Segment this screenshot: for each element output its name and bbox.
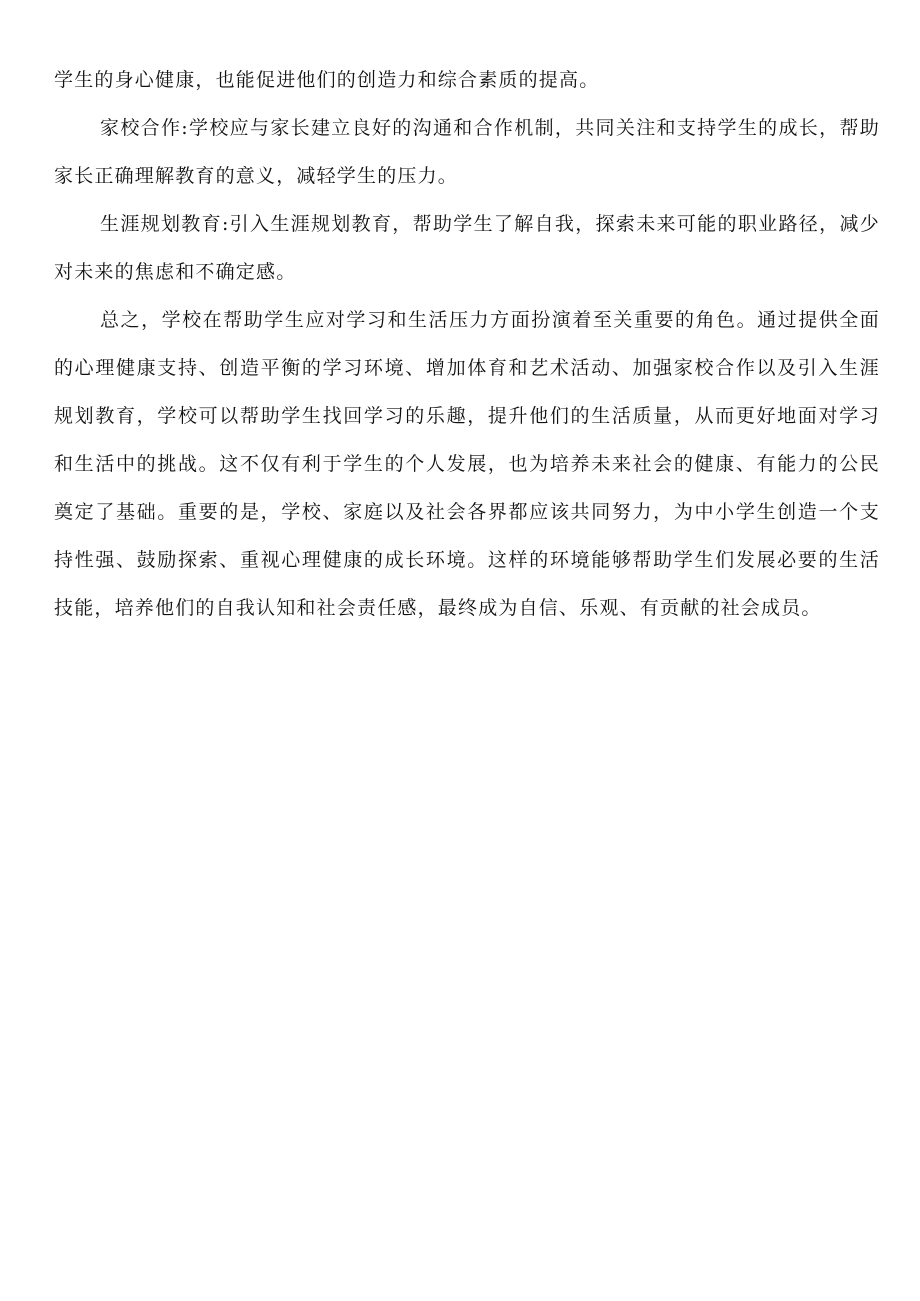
paragraph-career-planning: 生涯规划教育:引入生涯规划教育，帮助学生了解自我，探索未来可能的职业路径，减少对未来的焦虑和不确定感。 (54, 213, 880, 283)
paragraph-home-school-cooperation: 家校合作:学校应与家长建立良好的沟通和合作机制，共同关注和支持学生的成长，帮助家长正确理解教育的意义，减轻学生的压力。 (54, 117, 880, 187)
document-body (54, 58, 880, 632)
paragraph-continuation: 学生的身心健康，也能促进他们的创造力和综合素质的提高。 (54, 69, 600, 91)
paragraph-conclusion: 总之，学校在帮助学生应对学习和生活压力方面扮演着至关重要的角色。通过提供全面的心理健康支持、创造平衡的学习环境、增加体育和艺术活动、加强家校合作以及引入生涯规划教育，学校可以帮助学生找回学习的乐趣，提升他们的生活质量，从而更好地面对学习和生活中的挑战。这不仅有利于学生的个人发展，也为培养未来社会的健康、有能力的公民奠定了基础。重要的是，学校、家庭以及社会各界都应该共同努力，为中小学生创造一个支持性强、鼓励探索、重视心理健康的成长环境。这样的环境能够帮助学生们发展必要的生活技能，培养他们的自我认知和社会责任感，最终成为自信、乐观、有贡献的社会成员。 (54, 309, 880, 619)
